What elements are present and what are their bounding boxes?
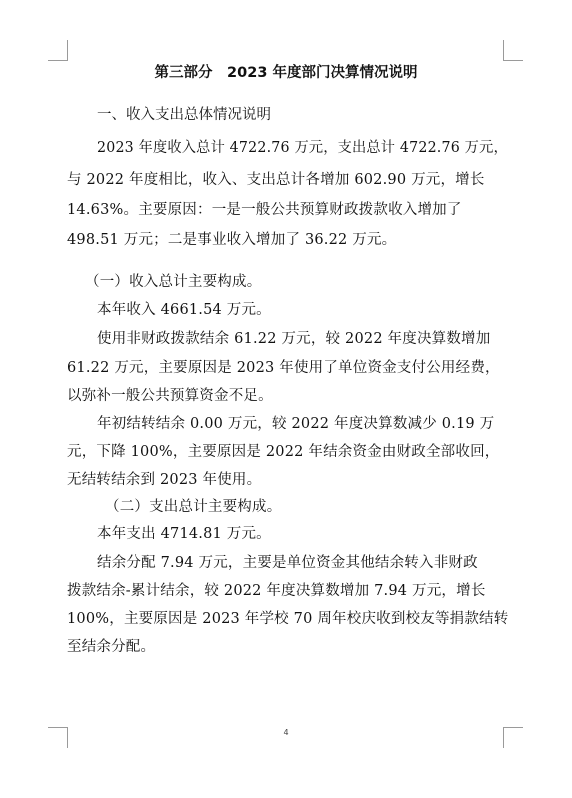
paragraph-line: 拨款结余-累计结余，较 2022 年度决算数增加 7.94 万元，增长 — [67, 583, 486, 599]
paragraph-line: 498.51 万元；二是事业收入增加了 36.22 万元。 — [67, 232, 397, 248]
paragraph-line: 使用非财政拨款结余 61.22 万元，较 2022 年度决算数增加 — [97, 331, 491, 347]
paragraph-line: 2023 年度收入总计 4722.76 万元，支出总计 4722.76 万元， — [97, 140, 508, 156]
paragraph-line: 本年收入 4661.54 万元。 — [97, 302, 271, 318]
paragraph-line: 与 2022 年度相比，收入、支出总计各增加 602.90 万元，增长 — [67, 172, 485, 188]
crop-mark-top-left — [48, 40, 68, 61]
paragraph-line: 61.22 万元，主要原因是 2023 年使用了单位资金支付公用经费， — [67, 360, 500, 376]
subsection-heading-expenditure: （二）支出总计主要构成。 — [105, 499, 282, 515]
paragraph-line: 年初结转结余 0.00 万元，较 2022 年度决算数减少 0.19 万 — [97, 416, 495, 432]
paragraph-line: 元，下降 100%，主要原因是 2022 年结余资金由财政全部收回， — [67, 444, 500, 460]
section-heading: 一、收入支出总体情况说明 — [97, 107, 271, 123]
paragraph-line: 本年支出 4714.81 万元。 — [97, 526, 271, 542]
paragraph-line: 无结转结余到 2023 年使用。 — [67, 472, 262, 488]
page-title: 第三部分 2023 年度部门决算情况说明 — [154, 65, 418, 81]
paragraph-line: 100%，主要原因是 2023 年学校 70 周年校庆收到校友等捐款结转 — [67, 611, 509, 627]
paragraph-line: 以弥补一般公共预算资金不足。 — [67, 388, 273, 404]
paragraph-line: 14.63%。主要原因：一是一般公共预算财政拨款收入增加了 — [67, 202, 462, 218]
page-number: 4 — [283, 728, 289, 737]
subsection-heading-income: （一）收入总计主要构成。 — [85, 274, 262, 290]
crop-mark-top-right — [503, 40, 523, 61]
paragraph-line: 结余分配 7.94 万元，主要是单位资金其他结余转入非财政 — [97, 555, 478, 571]
paragraph-line: 至结余分配。 — [67, 639, 156, 655]
